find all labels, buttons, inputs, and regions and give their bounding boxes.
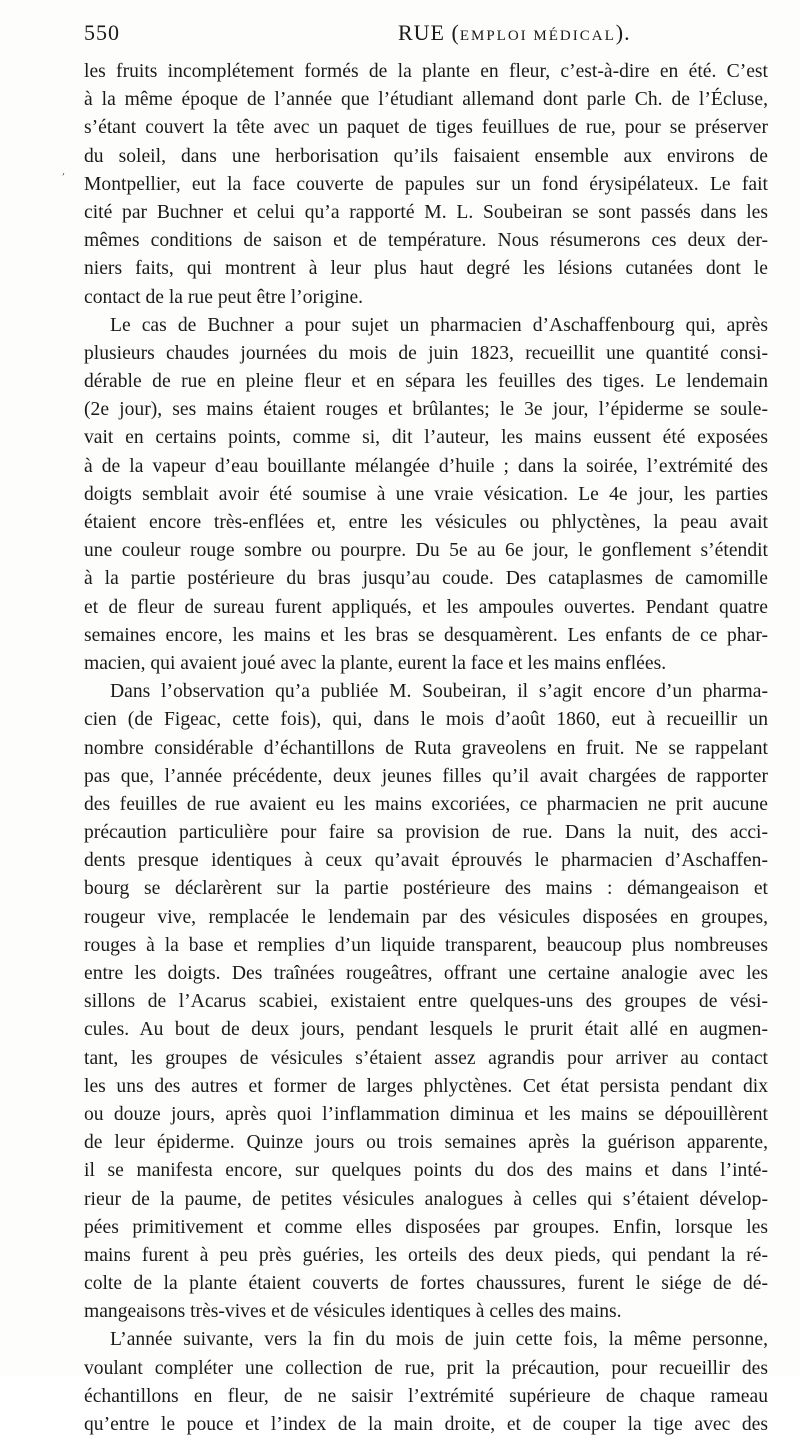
text-line: bourg se déclarèrent sur la partie postérieure des mains : démangeaison et xyxy=(84,878,768,900)
text-line: voulant compléter une collection de rue, prit la précaution, pour recueillir des xyxy=(84,1357,768,1379)
text-line: rieur de la paume, de petites vésicules analogues à celles qui s’étaient dévelop- xyxy=(84,1188,768,1210)
text-line: mêmes conditions de saison et de température. Nous résumerons ces deux der- xyxy=(84,230,768,252)
running-head xyxy=(398,20,631,46)
text-line: cité par Buchner et celui qu’a rapporté M. L. Soubeiran se sont passés dans les xyxy=(84,201,768,223)
text-line: échantillons en fleur, de ne saisir l’extrémité supérieure de chaque rameau xyxy=(84,1385,768,1407)
text-line: doigts semblait avoir été soumise à une vraie vésication. Le 4e jour, les parties xyxy=(84,483,768,505)
margin-speck: , xyxy=(62,166,66,177)
text-line: rouges à la base et remplies d’un liquide transparent, beaucoup plus nombreuses xyxy=(84,934,768,956)
text-line: sillons de l’Acarus scabiei, existaient entre quelques-uns des groupes de vési- xyxy=(84,991,768,1013)
text-line: plusieurs chaudes journées du mois de juin 1823, recueillit une quantité consi- xyxy=(84,342,768,364)
text-line: de leur épiderme. Quinze jours ou trois semaines après la guérison apparente, xyxy=(84,1132,768,1154)
text-line: mains furent à peu près guéries, les orteils des deux pieds, qui pendant la ré- xyxy=(84,1244,768,1266)
text-line: mangeaisons très-vives et de vésicules identiques à celles des mains. xyxy=(84,1301,622,1323)
text-line: dents presque identiques à ceux qu’avait éprouvés le pharmacien d’Aschaffen- xyxy=(84,850,768,872)
text-line: rougeur vive, remplacée le lendemain par des vésicules disposées en groupes, xyxy=(84,906,768,928)
text-line: nombre considérable d’échantillons de Ruta graveolens en fruit. Ne se rappelant xyxy=(84,737,768,759)
paragraph xyxy=(84,312,768,678)
text-line: macien, qui avaient joué avec la plante, eurent la face et les mains enflées. xyxy=(84,652,667,674)
text-line: ou douze jours, après quoi l’inflammation diminua et les mains se dépouillèrent xyxy=(84,1103,768,1125)
text-line: pas que, l’année précédente, deux jeunes filles qu’il avait chargées de rapporter xyxy=(84,765,768,787)
text-line: à la même époque de l’année que l’étudiant allemand dont parle Ch. de l’Écluse, xyxy=(84,89,768,111)
text-line: vait en certains points, comme si, dit l’auteur, les mains eussent été exposées xyxy=(84,427,768,449)
text-line: qu’entre le pouce et l’index de la main droite, et de couper la tige avec des xyxy=(84,1414,768,1435)
text-line: étaient encore très-enflées et, entre les vésicules ou phlyctènes, la peau avait xyxy=(84,512,768,533)
text-line: les uns des autres et former de larges phlyctènes. Cet état persista pendant dix xyxy=(84,1075,768,1097)
text-line: L’année suivante, vers la fin du mois de juin cette fois, la même personne, xyxy=(110,1329,768,1351)
text-line: des feuilles de rue avaient eu les mains excoriées, ce pharmacien ne prit aucune xyxy=(84,793,768,815)
text-line: il se manifesta encore, sur quelques points du dos des mains et dans l’inté- xyxy=(84,1160,768,1182)
text-line: s’étant couvert la tête avec un paquet de tiges feuillues de rue, pour se préserver xyxy=(84,117,768,139)
text-line: Dans l’observation qu’a publiée M. Soubeiran, il s’agit encore d’un pharma- xyxy=(110,681,768,703)
page-header xyxy=(84,14,768,48)
text-line: précaution particulière pour faire sa provision de rue. Dans la nuit, des acci- xyxy=(84,822,768,844)
text-line: contact de la rue peut être l’origine. xyxy=(84,286,364,308)
running-head-end: ). xyxy=(615,20,631,45)
text-line: à de la vapeur d’eau bouillante mélangée d’huile ; dans la soirée, l’extrémité des xyxy=(84,455,768,477)
text-line: tant, les groupes de vésicules s’étaient assez agrandis pour arriver au contact xyxy=(84,1047,768,1069)
text-line: (2e jour), ses mains étaient rouges et brûlantes; le 3e jour, l’épiderme se soule- xyxy=(84,399,768,421)
paragraph xyxy=(84,1326,768,1439)
text-line: dérable de rue en pleine fleur et en sépara les feuilles des tiges. Le lendemain xyxy=(84,371,768,393)
text-line: entre les doigts. Des traînées rougeâtres, offrant une certaine analogie avec les xyxy=(84,963,768,984)
text-line: à la partie postérieure du bras jusqu’au coude. Des cataplasmes de camomille xyxy=(84,568,768,590)
paragraph xyxy=(84,58,768,312)
text-line: cules. Au bout de deux jours, pendant lesquels le prurit était allé en augmen- xyxy=(84,1019,768,1041)
text-line: pées primitivement et comme elles disposées par groupes. Enfin, lorsque les xyxy=(84,1216,768,1238)
paragraph xyxy=(84,678,768,1326)
text-line: Le cas de Buchner a pour sujet un pharmacien d’Aschaffenbourg qui, après xyxy=(110,314,768,336)
running-head-main: RUE ( xyxy=(398,20,460,45)
text-line: les fruits incomplétement formés de la plante en fleur, c’est-à-dire en été. C’est xyxy=(84,61,768,82)
running-head-subtitle: EMPLOI MÉDICAL xyxy=(459,28,616,44)
text-line: une couleur rouge sombre ou pourpre. Du 5e au 6e jour, le gonflement s’étendit xyxy=(84,540,768,562)
text-line: cien (de Figeac, cette fois), qui, dans le mois d’août 1860, eut à recueillir un xyxy=(84,709,768,731)
text-line: colte de la plante étaient couverts de fortes chaussures, furent le siége de dé- xyxy=(84,1273,768,1295)
text-line: semaines encore, les mains et les bras se desquamèrent. Les enfants de ce phar- xyxy=(84,624,768,646)
text-line: Montpellier, eut la face couverte de papules sur un fond érysipélateux. Le fait xyxy=(84,173,768,195)
text-line: du soleil, dans une herborisation qu’ils faisaient ensemble aux environs de xyxy=(84,145,768,167)
text-line: niers faits, qui montrent à leur plus haut degré les lésions cutanées dont le xyxy=(84,258,768,280)
page-number: 550 xyxy=(84,20,120,45)
text-line: et de fleur de sureau furent appliqués, et les ampoules ouvertes. Pendant quatre xyxy=(84,596,768,618)
body-text xyxy=(84,58,768,1439)
